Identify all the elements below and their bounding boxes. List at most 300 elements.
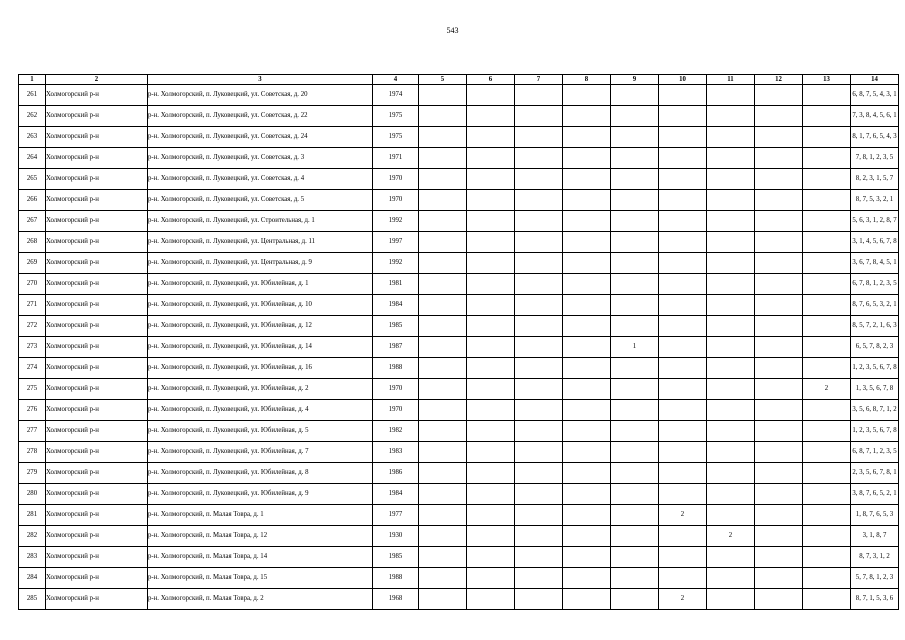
col5-cell xyxy=(419,421,467,442)
row-number-cell: 265 xyxy=(19,169,46,190)
col12-cell xyxy=(755,400,803,421)
column-header-12: 12 xyxy=(755,75,803,85)
district-cell: Холмогорский р-н xyxy=(46,589,148,610)
column-header-13: 13 xyxy=(803,75,851,85)
col7-cell xyxy=(515,127,563,148)
col8-cell xyxy=(563,169,611,190)
col9-cell xyxy=(611,505,659,526)
col8-cell xyxy=(563,568,611,589)
table-row xyxy=(19,211,899,232)
col13-cell xyxy=(803,526,851,547)
row-number-cell: 270 xyxy=(19,274,46,295)
col9-cell xyxy=(611,211,659,232)
col12-cell xyxy=(755,568,803,589)
col11-cell xyxy=(707,85,755,106)
col10-cell xyxy=(659,484,707,505)
address-cell: р-н. Холмогорский, п. Луковецкий, ул. Центральная, д. 11 xyxy=(148,232,373,253)
col11-cell xyxy=(707,106,755,127)
col5-cell xyxy=(419,211,467,232)
sequence-cell: 8, 7, 6, 5, 3, 2, 1 xyxy=(851,295,899,316)
row-number-cell: 283 xyxy=(19,547,46,568)
row-number-cell: 262 xyxy=(19,106,46,127)
district-cell: Холмогорский р-н xyxy=(46,106,148,127)
col7-cell xyxy=(515,232,563,253)
col6-cell xyxy=(467,421,515,442)
col10-cell xyxy=(659,316,707,337)
sequence-cell: 5, 7, 8, 1, 2, 3 xyxy=(851,568,899,589)
col8-cell xyxy=(563,190,611,211)
row-number-cell: 278 xyxy=(19,442,46,463)
sequence-cell: 3, 6, 7, 8, 4, 5, 1 xyxy=(851,253,899,274)
year-cell: 1970 xyxy=(373,400,419,421)
year-cell: 1981 xyxy=(373,274,419,295)
col9-cell xyxy=(611,484,659,505)
register-table xyxy=(18,74,899,610)
col13-cell xyxy=(803,568,851,589)
address-cell: р-н. Холмогорский, п. Луковецкий, ул. Советская, д. 22 xyxy=(148,106,373,127)
col11-cell xyxy=(707,379,755,400)
year-cell: 1982 xyxy=(373,421,419,442)
col6-cell xyxy=(467,337,515,358)
table-row xyxy=(19,337,899,358)
district-cell: Холмогорский р-н xyxy=(46,547,148,568)
address-cell: р-н. Холмогорский, п. Луковецкий, ул. Юбилейная, д. 2 xyxy=(148,379,373,400)
sequence-cell: 3, 5, 6, 8, 7, 1, 2 xyxy=(851,400,899,421)
col13-cell xyxy=(803,484,851,505)
col10-cell xyxy=(659,106,707,127)
col11-cell xyxy=(707,295,755,316)
col8-cell xyxy=(563,547,611,568)
sequence-cell: 6, 5, 7, 8, 2, 3 xyxy=(851,337,899,358)
col6-cell xyxy=(467,589,515,610)
col13-cell xyxy=(803,169,851,190)
address-cell: р-н. Холмогорский, п. Луковецкий, ул. Советская, д. 4 xyxy=(148,169,373,190)
col6-cell xyxy=(467,547,515,568)
col11-cell xyxy=(707,505,755,526)
col7-cell xyxy=(515,421,563,442)
col12-cell xyxy=(755,589,803,610)
col8-cell xyxy=(563,106,611,127)
year-cell: 1970 xyxy=(373,169,419,190)
address-cell: р-н. Холмогорский, п. Луковецкий, ул. Юбилейная, д. 16 xyxy=(148,358,373,379)
district-cell: Холмогорский р-н xyxy=(46,463,148,484)
col9-cell xyxy=(611,358,659,379)
address-cell: р-н. Холмогорский, п. Луковецкий, ул. Юбилейная, д. 5 xyxy=(148,421,373,442)
col13-cell xyxy=(803,148,851,169)
column-header-11: 11 xyxy=(707,75,755,85)
sequence-cell: 1, 2, 3, 5, 6, 7, 8 xyxy=(851,358,899,379)
column-header-3: 3 xyxy=(148,75,373,85)
col5-cell xyxy=(419,148,467,169)
address-cell: р-н. Холмогорский, п. Малая Товра, д. 2 xyxy=(148,589,373,610)
col13-cell xyxy=(803,85,851,106)
col11-cell: 2 xyxy=(707,526,755,547)
district-cell: Холмогорский р-н xyxy=(46,358,148,379)
district-cell: Холмогорский р-н xyxy=(46,568,148,589)
year-cell: 1970 xyxy=(373,379,419,400)
col7-cell xyxy=(515,190,563,211)
col9-cell xyxy=(611,106,659,127)
column-header-14: 14 xyxy=(851,75,899,85)
sequence-cell: 8, 1, 7, 6, 5, 4, 3 xyxy=(851,127,899,148)
col7-cell xyxy=(515,379,563,400)
col6-cell xyxy=(467,316,515,337)
col11-cell xyxy=(707,232,755,253)
col10-cell xyxy=(659,442,707,463)
sequence-cell: 2, 3, 5, 6, 7, 8, 1 xyxy=(851,463,899,484)
col6-cell xyxy=(467,379,515,400)
col11-cell xyxy=(707,148,755,169)
col5-cell xyxy=(419,589,467,610)
col8-cell xyxy=(563,85,611,106)
col5-cell xyxy=(419,316,467,337)
year-cell: 1984 xyxy=(373,295,419,316)
col13-cell xyxy=(803,295,851,316)
district-cell: Холмогорский р-н xyxy=(46,316,148,337)
row-number-cell: 281 xyxy=(19,505,46,526)
year-cell: 1974 xyxy=(373,85,419,106)
address-cell: р-н. Холмогорский, п. Луковецкий, ул. Юбилейная, д. 12 xyxy=(148,316,373,337)
col5-cell xyxy=(419,295,467,316)
header-row xyxy=(19,75,899,85)
col6-cell xyxy=(467,358,515,379)
col11-cell xyxy=(707,274,755,295)
address-cell: р-н. Холмогорский, п. Луковецкий, ул. Советская, д. 3 xyxy=(148,148,373,169)
row-number-cell: 284 xyxy=(19,568,46,589)
col9-cell xyxy=(611,547,659,568)
table-row xyxy=(19,106,899,127)
table-row xyxy=(19,547,899,568)
year-cell: 1975 xyxy=(373,106,419,127)
col10-cell xyxy=(659,568,707,589)
col10-cell xyxy=(659,337,707,358)
col11-cell xyxy=(707,568,755,589)
row-number-cell: 266 xyxy=(19,190,46,211)
table-row xyxy=(19,169,899,190)
district-cell: Холмогорский р-н xyxy=(46,274,148,295)
col10-cell xyxy=(659,358,707,379)
col11-cell xyxy=(707,484,755,505)
col11-cell xyxy=(707,127,755,148)
col11-cell xyxy=(707,316,755,337)
sequence-cell: 6, 8, 7, 1, 2, 3, 5 xyxy=(851,442,899,463)
column-header-6: 6 xyxy=(467,75,515,85)
col6-cell xyxy=(467,484,515,505)
col13-cell xyxy=(803,127,851,148)
table-row xyxy=(19,463,899,484)
col8-cell xyxy=(563,253,611,274)
col10-cell xyxy=(659,274,707,295)
year-cell: 1983 xyxy=(373,442,419,463)
col8-cell xyxy=(563,526,611,547)
col5-cell xyxy=(419,547,467,568)
col13-cell: 2 xyxy=(803,379,851,400)
page-number: 543 xyxy=(446,26,459,35)
address-cell: р-н. Холмогорский, п. Луковецкий, ул. Строительная, д. 1 xyxy=(148,211,373,232)
col12-cell xyxy=(755,232,803,253)
col8-cell xyxy=(563,211,611,232)
col11-cell xyxy=(707,337,755,358)
col9-cell xyxy=(611,253,659,274)
col10-cell xyxy=(659,232,707,253)
district-cell: Холмогорский р-н xyxy=(46,295,148,316)
col10-cell xyxy=(659,148,707,169)
row-number-cell: 285 xyxy=(19,589,46,610)
column-header-1: 1 xyxy=(19,75,46,85)
col6-cell xyxy=(467,106,515,127)
col9-cell xyxy=(611,295,659,316)
col11-cell xyxy=(707,463,755,484)
sequence-cell: 1, 2, 3, 5, 6, 7, 8 xyxy=(851,421,899,442)
col5-cell xyxy=(419,442,467,463)
district-cell: Холмогорский р-н xyxy=(46,442,148,463)
year-cell: 1984 xyxy=(373,484,419,505)
row-number-cell: 280 xyxy=(19,484,46,505)
col12-cell xyxy=(755,547,803,568)
col9-cell xyxy=(611,232,659,253)
col6-cell xyxy=(467,85,515,106)
col7-cell xyxy=(515,211,563,232)
table-row xyxy=(19,232,899,253)
year-cell: 1985 xyxy=(373,547,419,568)
year-cell: 1968 xyxy=(373,589,419,610)
col13-cell xyxy=(803,337,851,358)
row-number-cell: 261 xyxy=(19,85,46,106)
col8-cell xyxy=(563,232,611,253)
col9-cell xyxy=(611,85,659,106)
col12-cell xyxy=(755,421,803,442)
col10-cell xyxy=(659,127,707,148)
table-row xyxy=(19,568,899,589)
col6-cell xyxy=(467,463,515,484)
col5-cell xyxy=(419,379,467,400)
address-cell: р-н. Холмогорский, п. Луковецкий, ул. Юбилейная, д. 14 xyxy=(148,337,373,358)
year-cell: 1977 xyxy=(373,505,419,526)
year-cell: 1971 xyxy=(373,148,419,169)
col5-cell xyxy=(419,169,467,190)
table-row xyxy=(19,526,899,547)
col5-cell xyxy=(419,484,467,505)
table-row xyxy=(19,253,899,274)
row-number-cell: 271 xyxy=(19,295,46,316)
col10-cell xyxy=(659,190,707,211)
col5-cell xyxy=(419,232,467,253)
col11-cell xyxy=(707,211,755,232)
col9-cell xyxy=(611,526,659,547)
col8-cell xyxy=(563,379,611,400)
col13-cell xyxy=(803,274,851,295)
col11-cell xyxy=(707,400,755,421)
column-header-4: 4 xyxy=(373,75,419,85)
col10-cell xyxy=(659,526,707,547)
year-cell: 1997 xyxy=(373,232,419,253)
col11-cell xyxy=(707,169,755,190)
col6-cell xyxy=(467,232,515,253)
col5-cell xyxy=(419,568,467,589)
col8-cell xyxy=(563,589,611,610)
col8-cell xyxy=(563,442,611,463)
sequence-cell: 6, 7, 8, 1, 2, 3, 5 xyxy=(851,274,899,295)
col9-cell xyxy=(611,568,659,589)
col12-cell xyxy=(755,442,803,463)
column-header-5: 5 xyxy=(419,75,467,85)
col13-cell xyxy=(803,505,851,526)
col13-cell xyxy=(803,547,851,568)
col7-cell xyxy=(515,85,563,106)
col6-cell xyxy=(467,505,515,526)
col5-cell xyxy=(419,106,467,127)
col8-cell xyxy=(563,127,611,148)
column-header-2: 2 xyxy=(46,75,148,85)
col7-cell xyxy=(515,505,563,526)
col13-cell xyxy=(803,463,851,484)
table-row xyxy=(19,400,899,421)
sequence-cell: 6, 8, 7, 5, 4, 3, 1 xyxy=(851,85,899,106)
row-number-cell: 263 xyxy=(19,127,46,148)
col13-cell xyxy=(803,190,851,211)
col13-cell xyxy=(803,421,851,442)
column-header-7: 7 xyxy=(515,75,563,85)
col12-cell xyxy=(755,190,803,211)
table-row xyxy=(19,274,899,295)
year-cell: 1975 xyxy=(373,127,419,148)
col7-cell xyxy=(515,547,563,568)
col9-cell: 1 xyxy=(611,337,659,358)
col6-cell xyxy=(467,568,515,589)
table-row xyxy=(19,190,899,211)
district-cell: Холмогорский р-н xyxy=(46,526,148,547)
year-cell: 1986 xyxy=(373,463,419,484)
col10-cell xyxy=(659,421,707,442)
col6-cell xyxy=(467,274,515,295)
row-number-cell: 274 xyxy=(19,358,46,379)
col6-cell xyxy=(467,148,515,169)
col12-cell xyxy=(755,337,803,358)
sequence-cell: 3, 8, 7, 6, 5, 2, 1 xyxy=(851,484,899,505)
district-cell: Холмогорский р-н xyxy=(46,85,148,106)
row-number-cell: 282 xyxy=(19,526,46,547)
district-cell: Холмогорский р-н xyxy=(46,400,148,421)
col13-cell xyxy=(803,106,851,127)
address-cell: р-н. Холмогорский, п. Луковецкий, ул. Центральная, д. 9 xyxy=(148,253,373,274)
col6-cell xyxy=(467,169,515,190)
col6-cell xyxy=(467,190,515,211)
district-cell: Холмогорский р-н xyxy=(46,421,148,442)
col8-cell xyxy=(563,505,611,526)
col7-cell xyxy=(515,148,563,169)
col8-cell xyxy=(563,463,611,484)
col7-cell xyxy=(515,169,563,190)
col9-cell xyxy=(611,421,659,442)
col13-cell xyxy=(803,442,851,463)
sequence-cell: 8, 7, 5, 3, 2, 1 xyxy=(851,190,899,211)
year-cell: 1988 xyxy=(373,568,419,589)
col11-cell xyxy=(707,358,755,379)
col10-cell: 2 xyxy=(659,589,707,610)
table-row xyxy=(19,295,899,316)
col12-cell xyxy=(755,253,803,274)
table-row xyxy=(19,379,899,400)
col13-cell xyxy=(803,400,851,421)
col8-cell xyxy=(563,400,611,421)
col7-cell xyxy=(515,568,563,589)
district-cell: Холмогорский р-н xyxy=(46,127,148,148)
col7-cell xyxy=(515,106,563,127)
address-cell: р-н. Холмогорский, п. Малая Товра, д. 12 xyxy=(148,526,373,547)
table-row xyxy=(19,484,899,505)
col9-cell xyxy=(611,400,659,421)
col11-cell xyxy=(707,442,755,463)
col10-cell xyxy=(659,211,707,232)
col6-cell xyxy=(467,127,515,148)
col5-cell xyxy=(419,127,467,148)
district-cell: Холмогорский р-н xyxy=(46,190,148,211)
sequence-cell: 8, 7, 1, 5, 3, 6 xyxy=(851,589,899,610)
col5-cell xyxy=(419,505,467,526)
col7-cell xyxy=(515,316,563,337)
sequence-cell: 1, 3, 5, 6, 7, 8 xyxy=(851,379,899,400)
address-cell: р-н. Холмогорский, п. Малая Товра, д. 1 xyxy=(148,505,373,526)
column-header-10: 10 xyxy=(659,75,707,85)
col10-cell xyxy=(659,295,707,316)
col10-cell xyxy=(659,547,707,568)
col5-cell xyxy=(419,190,467,211)
col11-cell xyxy=(707,421,755,442)
address-cell: р-н. Холмогорский, п. Луковецкий, ул. Юбилейная, д. 8 xyxy=(148,463,373,484)
district-cell: Холмогорский р-н xyxy=(46,148,148,169)
col9-cell xyxy=(611,589,659,610)
col12-cell xyxy=(755,505,803,526)
col9-cell xyxy=(611,274,659,295)
col13-cell xyxy=(803,358,851,379)
col8-cell xyxy=(563,484,611,505)
table-row xyxy=(19,358,899,379)
district-cell: Холмогорский р-н xyxy=(46,211,148,232)
address-cell: р-н. Холмогорский, п. Малая Товра, д. 15 xyxy=(148,568,373,589)
col10-cell xyxy=(659,400,707,421)
row-number-cell: 277 xyxy=(19,421,46,442)
col10-cell xyxy=(659,253,707,274)
col9-cell xyxy=(611,169,659,190)
column-header-9: 9 xyxy=(611,75,659,85)
col9-cell xyxy=(611,148,659,169)
year-cell: 1988 xyxy=(373,358,419,379)
col8-cell xyxy=(563,274,611,295)
year-cell: 1992 xyxy=(373,211,419,232)
col5-cell xyxy=(419,253,467,274)
table-row xyxy=(19,148,899,169)
col9-cell xyxy=(611,127,659,148)
col11-cell xyxy=(707,547,755,568)
col12-cell xyxy=(755,316,803,337)
address-cell: р-н. Холмогорский, п. Луковецкий, ул. Юбилейная, д. 10 xyxy=(148,295,373,316)
district-cell: Холмогорский р-н xyxy=(46,379,148,400)
col8-cell xyxy=(563,148,611,169)
table-body xyxy=(19,85,899,610)
table-row xyxy=(19,442,899,463)
col12-cell xyxy=(755,85,803,106)
col13-cell xyxy=(803,211,851,232)
col6-cell xyxy=(467,253,515,274)
address-cell: р-н. Холмогорский, п. Луковецкий, ул. Юбилейная, д. 9 xyxy=(148,484,373,505)
col9-cell xyxy=(611,463,659,484)
col6-cell xyxy=(467,400,515,421)
row-number-cell: 264 xyxy=(19,148,46,169)
col13-cell xyxy=(803,316,851,337)
sequence-cell: 7, 3, 8, 4, 5, 6, 1 xyxy=(851,106,899,127)
address-cell: р-н. Холмогорский, п. Луковецкий, ул. Советская, д. 5 xyxy=(148,190,373,211)
col7-cell xyxy=(515,442,563,463)
